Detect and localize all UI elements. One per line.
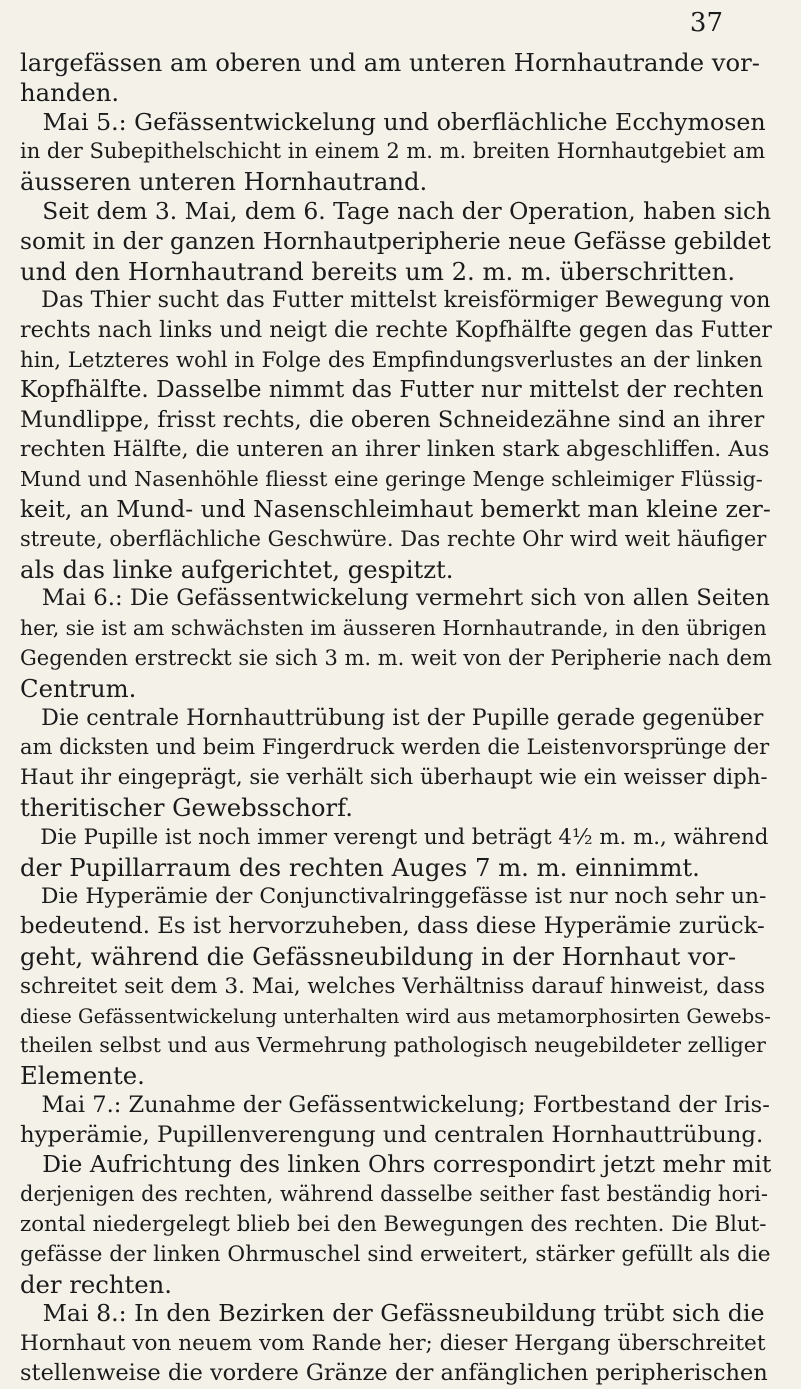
text-line: keit, an Mund- und Nasenschleimhaut bemerkt man kleine zer- [20, 494, 771, 523]
text-line: theritischer Gewebsschorf. [20, 792, 353, 822]
text-line: stellenweise die vordere Gränze der anfänglichen peripherischen [20, 1360, 768, 1387]
text-line: geht, während die Gefässneubildung in der Hornhaut vor- [20, 941, 737, 971]
text-line: Mundlippe, frisst rechts, die oberen Schneidezähne sind an ihrer [20, 406, 765, 433]
text-line: Haut ihr eingeprägt, sie verhält sich überhaupt wie ein weisser diph- [20, 765, 768, 791]
text-line: streute, oberflächliche Geschwüre. Das rechte Ohr wird weit häufiger [20, 526, 767, 551]
text-line: handen. [20, 77, 120, 107]
text-line: als das linke aufgerichtet, gespitzt. [20, 554, 454, 584]
text-line: Gegenden erstreckt sie sich 3 m. m. weit von der Peripherie nach dem [20, 645, 772, 670]
text-line: äusseren unteren Hornhautrand. [20, 167, 428, 197]
text-line: und den Hornhautrand bereits um 2. m. m. überschritten. [20, 256, 736, 286]
text-line: Mai 5.: Gefässentwickelung und oberflächliche Ecchymosen [20, 107, 766, 136]
text-line: Mund und Nasenhöhle fliesst eine geringe Menge schleimiger Flüssig- [20, 467, 763, 492]
text-line: theilen selbst und aus Vermehrung pathologisch neugebildeter zelliger [20, 1033, 766, 1058]
text-line: schreitet seit dem 3. Mai, welches Verhältniss darauf hinweist, dass [20, 973, 766, 999]
text-line: Die Hyperämie der Conjunctivalringgefässe ist nur noch sehr un- [20, 884, 767, 910]
text-line: gefässe der linken Ohrmuschel sind erweitert, stärker gefüllt als die [20, 1241, 771, 1267]
text-line: rechten Hälfte, die unteren an ihrer linken stark abgeschliffen. Aus [20, 437, 770, 463]
text-line: derjenigen des rechten, während dasselbe seither fast beständig hori- [20, 1182, 768, 1207]
text-line: Die Pupille ist noch immer verengt und beträgt 4½ m. m., während [20, 824, 769, 850]
text-line: zontal niedergelegt blieb bei den Bewegungen des rechten. Die Blut- [20, 1212, 767, 1238]
text-line: Hornhaut von neuem vom Rande her; dieser Hergang überschreitet [20, 1331, 766, 1357]
text-line: Mai 6.: Die Gefässentwickelung vermehrt sich von allen Seiten [20, 585, 770, 612]
text-line: largefässen am oberen und am unteren Hornhautrande vor- [20, 48, 760, 77]
text-line: her, sie ist am schwächsten im äusseren Hornhautrande, in den übrigen [20, 616, 767, 641]
text-line: der Pupillarraum des rechten Auges 7 m. m. einnimmt. [20, 852, 700, 882]
body-text [20, 48, 772, 1389]
text-line: somit in der ganzen Hornhautperipherie neue Gefässe gebildet [20, 226, 771, 255]
text-line: bedeutend. Es ist hervorzuheben, dass diese Hyperämie zurück- [20, 913, 765, 940]
text-line: Das Thier sucht das Futter mittelst kreisförmiger Bewegung von [20, 287, 771, 314]
text-line: hyperämie, Pupillenverengung und centralen Hornhauttrübung. [20, 1121, 764, 1148]
text-line: Centrum. [20, 673, 137, 703]
text-line: Seit dem 3. Mai, dem 6. Tage nach der Operation, haben sich [20, 196, 772, 225]
text-line: hin, Letzteres wohl in Folge des Empfindungsverlustes an der linken [20, 347, 763, 373]
text-line: rechts nach links und neigt die rechte Kopfhälfte gegen das Futter [20, 317, 772, 344]
text-line: in der Subepithelschicht in einem 2 m. m. breiten Hornhautgebiet am [20, 139, 766, 164]
text-line: der rechten. [20, 1269, 173, 1299]
text-line: Die centrale Hornhauttrübung ist der Pupille gerade gegenüber [20, 704, 764, 731]
text-line: Mai 7.: Zunahme der Gefässentwickelung; Fortbestand der Iris- [20, 1091, 770, 1118]
text-line: Elemente. [20, 1061, 145, 1091]
text-line: Mai 8.: In den Bezirken der Gefässneubildung trübt sich die [20, 1299, 765, 1328]
text-line: Die Aufrichtung des linken Ohrs correspondirt jetzt mehr mit [20, 1150, 772, 1179]
text-line: Kopfhälfte. Dasselbe nimmt das Futter nur mittelst der rechten [20, 376, 764, 403]
page-number: 37 [689, 8, 723, 38]
text-line: diese Gefässentwickelung unterhalten wird aus metamorphosirten Gewebs- [20, 1004, 771, 1028]
text-line: am dicksten und beim Fingerdruck werden die Leistenvorsprünge der [20, 735, 770, 760]
